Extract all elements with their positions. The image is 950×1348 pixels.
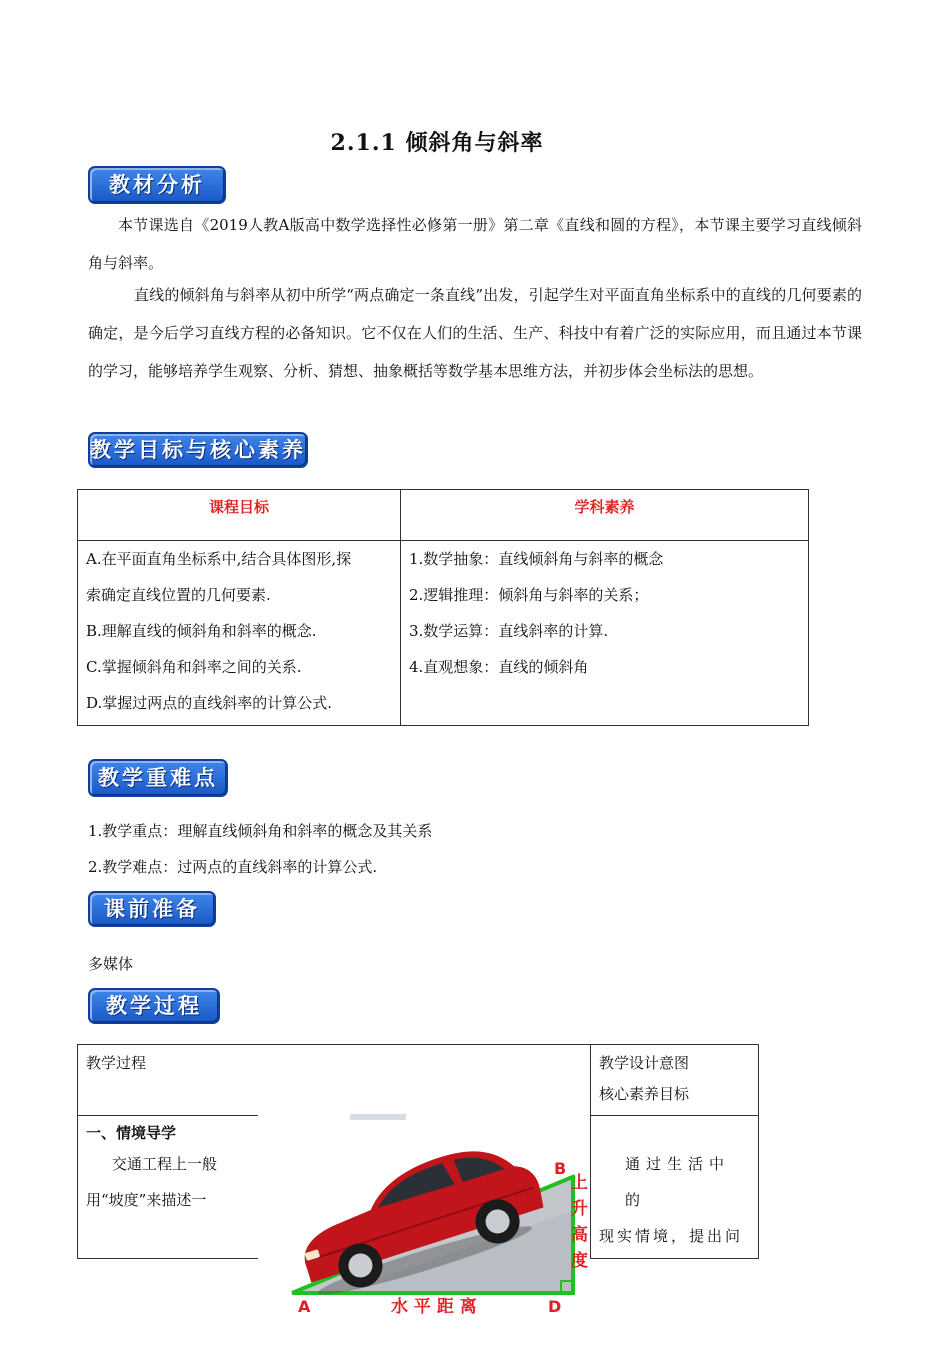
analysis-p1-highlight: 直线倾斜角与斜率: [88, 216, 862, 272]
section-badge-preparation: 课前准备: [88, 891, 216, 927]
page-title: 2.1.1 倾斜角与斜率: [330, 130, 544, 156]
literacy-text: 直线斜率的计算.: [498, 622, 609, 640]
process-text-line: 用“坡度”来描述一: [86, 1191, 207, 1209]
literacy-label: 4.直观想象：: [409, 658, 499, 676]
process-header-label: 教学过程: [86, 1054, 147, 1072]
process-header-right: [591, 1045, 759, 1116]
analysis-paragraph-1: [88, 206, 862, 282]
literacy-label: 2.逻辑推理：: [409, 586, 499, 604]
course-goal-line: 索确定直线位置的几何要素.: [86, 586, 271, 604]
literacy-line: [409, 541, 800, 577]
slope-figure: [258, 1110, 590, 1344]
process-header-left: [78, 1045, 591, 1116]
course-goal-line: C.掌握倾斜角和斜率之间的关系.: [86, 658, 302, 676]
literacy-goal-label: 核心素养目标: [599, 1085, 690, 1103]
analysis-paragraph-2: 直线的倾斜角与斜率从初中所学“两点确定一条直线”出发，引起学生对平面直角坐标系中的直线的几何要素的确定，是今后学习直线方程的必备知识。它不仅在人们的生活、生产、科技中有着广泛的实际应用，而且通过本节课的学习，能够培养学生观察、分析、猜想、抽象概括等数学基本思维方法，并初步体会坐标法的思想。: [88, 286, 862, 380]
section-badge-analysis: 教材分析: [88, 166, 226, 204]
section-badge-key-points: 教学重难点: [88, 759, 228, 797]
key-point-difficulty: 2.教学难点：过两点的直线斜率的计算公式.: [88, 858, 378, 876]
rise-height-label: 上升高度: [571, 1173, 588, 1271]
section-badge-process: 教学过程: [88, 988, 220, 1024]
analysis-p1-text: 本节课选自《2019人教A版高中数学选择性必修第一册》第二章《直线和圆的方程》，本节课主要学习: [118, 216, 802, 234]
point-b-label: B: [554, 1159, 567, 1178]
process-text-line: 交通工程上一般: [112, 1155, 218, 1173]
goals-header-literacy: 学科素养: [401, 490, 809, 541]
literacy-text: 直线倾斜角与斜率的概念: [498, 550, 664, 568]
literacy-label: 3.数学运算：: [409, 622, 499, 640]
horizontal-distance-label: 水 平 距 离: [391, 1297, 477, 1317]
goals-header-course: 课程目标: [78, 490, 401, 541]
watermark-mark: [350, 1114, 406, 1120]
course-goal-line: D.掌握过两点的直线斜率的计算公式.: [86, 694, 333, 712]
goals-table: [77, 489, 809, 726]
process-content-right: [591, 1116, 759, 1259]
literacy-cell: [401, 541, 809, 726]
preparation-text: 多媒体: [88, 955, 134, 973]
literacy-line: [409, 649, 800, 685]
analysis-p1-suffix: 。: [148, 254, 164, 272]
focus-text: 理解直线倾斜角和斜率的概念及其关系: [177, 822, 433, 840]
section-badge-goals: 教学目标与核心素养: [88, 432, 308, 468]
course-goals-cell: [78, 541, 401, 726]
point-d-label: D: [548, 1297, 562, 1316]
focus-label: 1.教学重点：: [88, 822, 178, 840]
design-intent-label: 教学设计意图: [599, 1054, 690, 1072]
process-section-title: 一、情境导学: [86, 1124, 177, 1142]
process-intent-line: 现实情境，提出问: [599, 1227, 744, 1245]
course-goal-line: A.在平面直角坐标系中,结合具体图形,探: [86, 550, 352, 568]
key-point-focus: [88, 820, 432, 842]
literacy-line: [409, 577, 800, 613]
literacy-line: [409, 613, 800, 649]
literacy-text: 倾斜角与斜率的关系；: [498, 586, 649, 604]
point-a-label: A: [298, 1297, 311, 1316]
literacy-text: 直线的倾斜角: [498, 658, 589, 676]
slope-illustration: [258, 1110, 590, 1344]
process-intent-line: 通过生活中的: [625, 1155, 731, 1209]
literacy-label: 1.数学抽象：: [409, 550, 499, 568]
course-goal-line: B.理解直线的倾斜角和斜率的概念.: [86, 622, 317, 640]
